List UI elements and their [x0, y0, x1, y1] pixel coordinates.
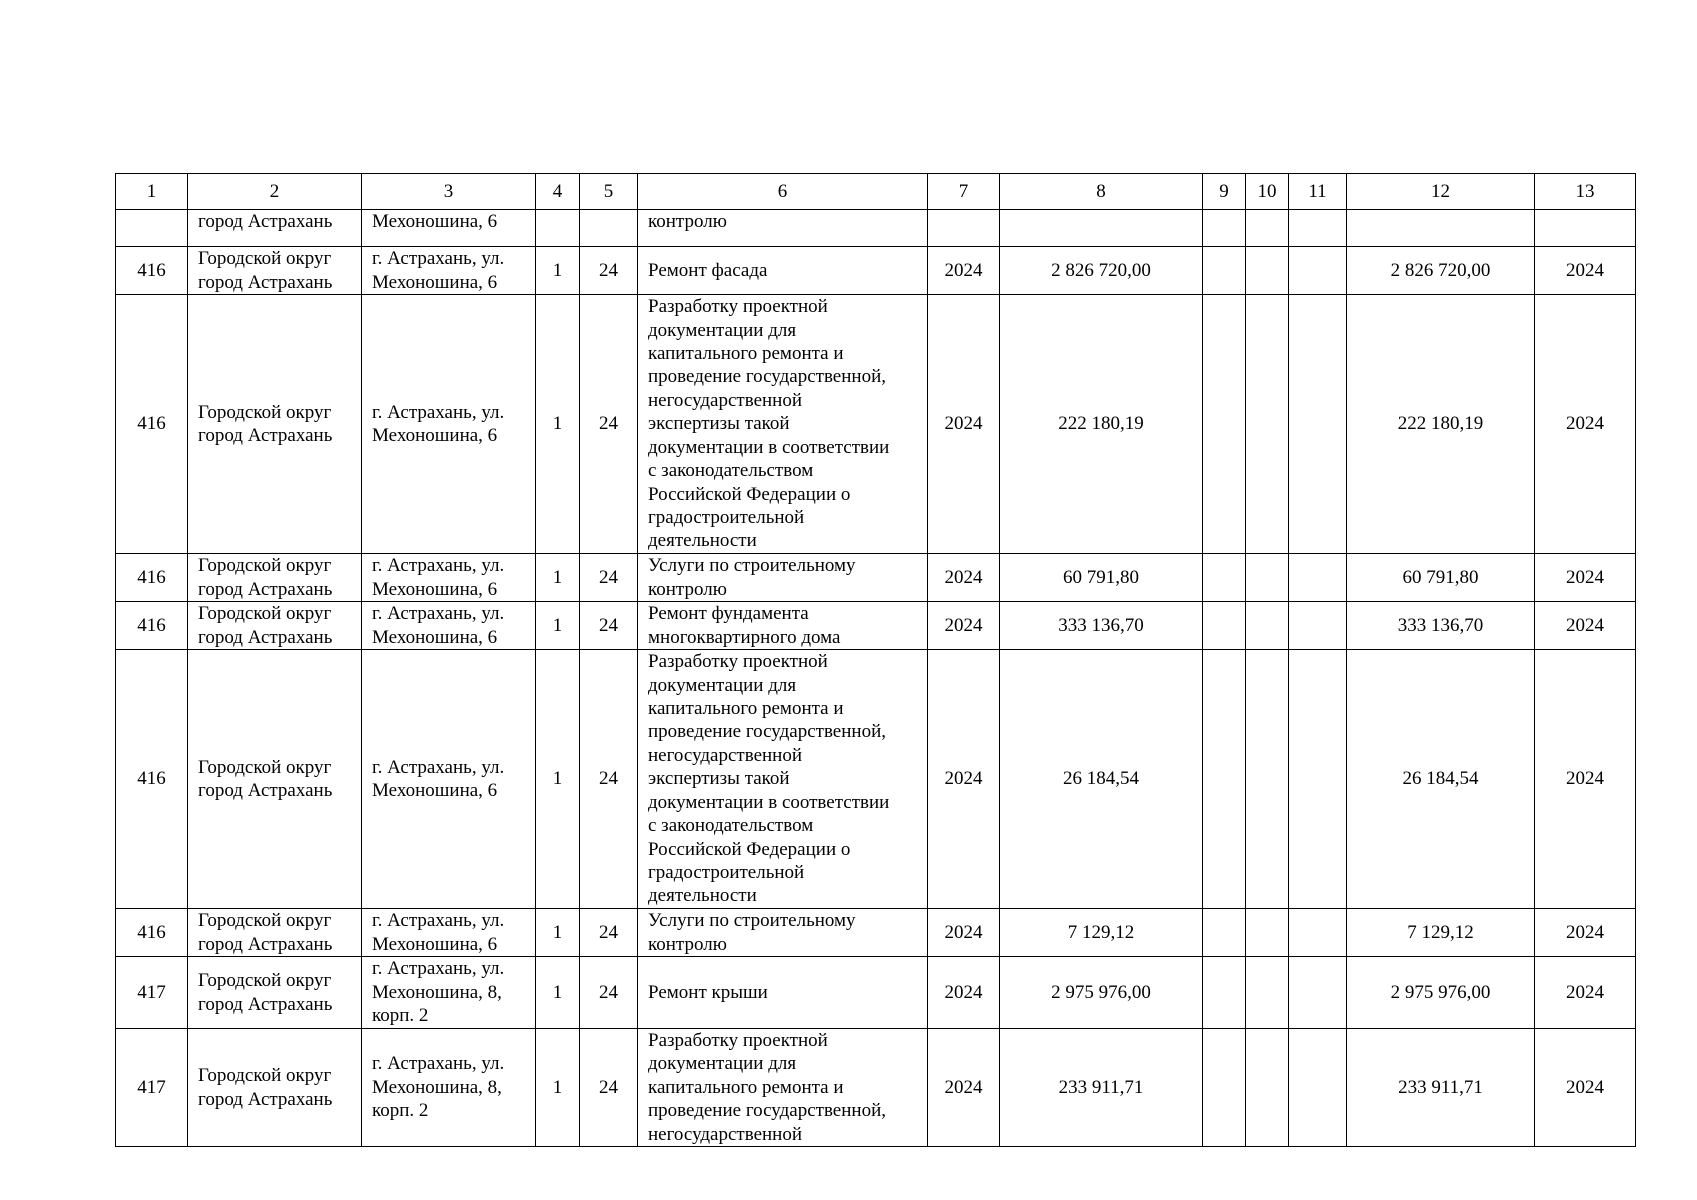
- cell-total: 7 129,12: [1347, 909, 1535, 957]
- cell-year: 2024: [928, 554, 1000, 602]
- cell-municipality: Городской округ город Астрахань: [188, 247, 362, 295]
- column-header: 1: [116, 174, 188, 210]
- column-header: 3: [362, 174, 536, 210]
- cell-col-10: [1246, 650, 1289, 909]
- column-header: 8: [1000, 174, 1203, 210]
- cell-col-10: [1246, 1029, 1289, 1147]
- cell-col-5: 24: [580, 957, 638, 1029]
- cell-col-9: [1203, 247, 1246, 295]
- cell-year: 2024: [928, 1029, 1000, 1147]
- column-header: 10: [1246, 174, 1289, 210]
- cell-amount: 26 184,54: [1000, 650, 1203, 909]
- cell-total: [1347, 210, 1535, 247]
- table-row: [116, 247, 1636, 295]
- cell-col-11: [1289, 295, 1347, 554]
- cell-col-5: 24: [580, 295, 638, 554]
- cell-year: 2024: [928, 909, 1000, 957]
- cell-col-5: 24: [580, 602, 638, 650]
- cell-year: 2024: [928, 602, 1000, 650]
- cell-col-11: [1289, 650, 1347, 909]
- cell-completion-year: [1535, 210, 1636, 247]
- cell-number: 416: [116, 650, 188, 909]
- cell-work-type: Ремонт крыши: [638, 957, 928, 1029]
- column-header: 5: [580, 174, 638, 210]
- cell-col-11: [1289, 909, 1347, 957]
- cell-col-11: [1289, 210, 1347, 247]
- capital-repair-table: [115, 173, 1636, 1147]
- cell-col-10: [1246, 957, 1289, 1029]
- cell-completion-year: 2024: [1535, 650, 1636, 909]
- cell-col-4: [536, 210, 580, 247]
- column-header: 11: [1289, 174, 1347, 210]
- cell-col-5: 24: [580, 1029, 638, 1147]
- cell-col-4: 1: [536, 957, 580, 1029]
- column-header: 4: [536, 174, 580, 210]
- cell-amount: 2 975 976,00: [1000, 957, 1203, 1029]
- cell-number: 416: [116, 909, 188, 957]
- cell-col-11: [1289, 957, 1347, 1029]
- cell-col-5: [580, 210, 638, 247]
- cell-col-10: [1246, 247, 1289, 295]
- table-row: [116, 1029, 1636, 1147]
- cell-total: 60 791,80: [1347, 554, 1535, 602]
- cell-work-type: контролю: [638, 210, 928, 247]
- cell-amount: 7 129,12: [1000, 909, 1203, 957]
- cell-col-10: [1246, 602, 1289, 650]
- cell-work-type: Ремонт фундамента многоквартирного дома: [638, 602, 928, 650]
- column-header: 7: [928, 174, 1000, 210]
- cell-amount: 60 791,80: [1000, 554, 1203, 602]
- cell-total: 2 975 976,00: [1347, 957, 1535, 1029]
- cell-col-11: [1289, 247, 1347, 295]
- column-header: 9: [1203, 174, 1246, 210]
- cell-completion-year: 2024: [1535, 247, 1636, 295]
- cell-completion-year: 2024: [1535, 554, 1636, 602]
- cell-address: г. Астрахань, ул. Мехоношина, 6: [362, 554, 536, 602]
- cell-address: г. Астрахань, ул. Мехоношина, 6: [362, 909, 536, 957]
- cell-col-9: [1203, 295, 1246, 554]
- cell-year: 2024: [928, 650, 1000, 909]
- cell-municipality: Городской округ город Астрахань: [188, 957, 362, 1029]
- cell-total: 333 136,70: [1347, 602, 1535, 650]
- cell-col-4: 1: [536, 1029, 580, 1147]
- cell-address: Мехоношина, 6: [362, 210, 536, 247]
- cell-municipality: Городской округ город Астрахань: [188, 909, 362, 957]
- cell-col-5: 24: [580, 247, 638, 295]
- cell-col-9: [1203, 909, 1246, 957]
- cell-year: 2024: [928, 247, 1000, 295]
- cell-number: 417: [116, 1029, 188, 1147]
- cell-year: 2024: [928, 957, 1000, 1029]
- column-header: 6: [638, 174, 928, 210]
- column-header: 13: [1535, 174, 1636, 210]
- cell-completion-year: 2024: [1535, 602, 1636, 650]
- cell-address: г. Астрахань, ул. Мехоношина, 6: [362, 602, 536, 650]
- cell-col-10: [1246, 909, 1289, 957]
- table-row: [116, 210, 1636, 247]
- cell-address: г. Астрахань, ул. Мехоношина, 6: [362, 295, 536, 554]
- cell-work-type: Разработку проектной документации для капитального ремонта и проведение государственной, негосударственной экспертизы такой документации в соответствии с законодательством Российской Федерации о градостроительной деятельности: [638, 295, 928, 554]
- cell-col-4: 1: [536, 554, 580, 602]
- cell-col-9: [1203, 554, 1246, 602]
- table-row: [116, 295, 1636, 554]
- cell-work-type: Ремонт фасада: [638, 247, 928, 295]
- cell-col-4: 1: [536, 247, 580, 295]
- cell-total: 2 826 720,00: [1347, 247, 1535, 295]
- cell-address: г. Астрахань, ул. Мехоношина, 6: [362, 650, 536, 909]
- cell-number: 416: [116, 247, 188, 295]
- cell-work-type: Услуги по строительному контролю: [638, 909, 928, 957]
- cell-amount: 2 826 720,00: [1000, 247, 1203, 295]
- column-header: 2: [188, 174, 362, 210]
- cell-completion-year: 2024: [1535, 957, 1636, 1029]
- cell-amount: [1000, 210, 1203, 247]
- cell-municipality: Городской округ город Астрахань: [188, 1029, 362, 1147]
- column-header: 12: [1347, 174, 1535, 210]
- cell-year: 2024: [928, 295, 1000, 554]
- cell-completion-year: 2024: [1535, 1029, 1636, 1147]
- cell-municipality: Городской округ город Астрахань: [188, 295, 362, 554]
- table-row: [116, 602, 1636, 650]
- cell-col-4: 1: [536, 295, 580, 554]
- table-row: [116, 554, 1636, 602]
- cell-col-4: 1: [536, 650, 580, 909]
- cell-completion-year: 2024: [1535, 909, 1636, 957]
- cell-number: 416: [116, 295, 188, 554]
- table-row: [116, 957, 1636, 1029]
- cell-amount: 222 180,19: [1000, 295, 1203, 554]
- table-row: [116, 650, 1636, 909]
- cell-col-5: 24: [580, 650, 638, 909]
- cell-col-9: [1203, 1029, 1246, 1147]
- column-number-row: [116, 174, 1636, 210]
- cell-municipality: Городской округ город Астрахань: [188, 650, 362, 909]
- cell-address: г. Астрахань, ул. Мехоношина, 6: [362, 247, 536, 295]
- cell-col-11: [1289, 1029, 1347, 1147]
- cell-address: г. Астрахань, ул. Мехоношина, 8, корп. 2: [362, 957, 536, 1029]
- cell-work-type: Разработку проектной документации для капитального ремонта и проведение государственной, негосударственной экспертизы такой документации в соответствии с законодательством Российской Федерации о градостроительной деятельности: [638, 650, 928, 909]
- cell-col-9: [1203, 602, 1246, 650]
- cell-col-11: [1289, 554, 1347, 602]
- cell-municipality: Городской округ город Астрахань: [188, 554, 362, 602]
- cell-number: 416: [116, 602, 188, 650]
- cell-address: г. Астрахань, ул. Мехоношина, 8, корп. 2: [362, 1029, 536, 1147]
- cell-total: 222 180,19: [1347, 295, 1535, 554]
- cell-number: [116, 210, 188, 247]
- cell-total: 26 184,54: [1347, 650, 1535, 909]
- cell-col-9: [1203, 210, 1246, 247]
- cell-total: 233 911,71: [1347, 1029, 1535, 1147]
- cell-col-10: [1246, 554, 1289, 602]
- cell-number: 416: [116, 554, 188, 602]
- cell-col-4: 1: [536, 602, 580, 650]
- cell-col-10: [1246, 295, 1289, 554]
- table-row: [116, 909, 1636, 957]
- cell-work-type: Услуги по строительному контролю: [638, 554, 928, 602]
- cell-col-11: [1289, 602, 1347, 650]
- cell-municipality: город Астрахань: [188, 210, 362, 247]
- cell-year: [928, 210, 1000, 247]
- cell-col-10: [1246, 210, 1289, 247]
- cell-amount: 333 136,70: [1000, 602, 1203, 650]
- cell-col-9: [1203, 650, 1246, 909]
- cell-work-type: Разработку проектной документации для капитального ремонта и проведение государственной, негосударственной: [638, 1029, 928, 1147]
- table-body: [116, 210, 1636, 1147]
- cell-municipality: Городской округ город Астрахань: [188, 602, 362, 650]
- cell-completion-year: 2024: [1535, 295, 1636, 554]
- cell-col-4: 1: [536, 909, 580, 957]
- cell-col-5: 24: [580, 909, 638, 957]
- cell-amount: 233 911,71: [1000, 1029, 1203, 1147]
- cell-col-5: 24: [580, 554, 638, 602]
- cell-number: 417: [116, 957, 188, 1029]
- cell-col-9: [1203, 957, 1246, 1029]
